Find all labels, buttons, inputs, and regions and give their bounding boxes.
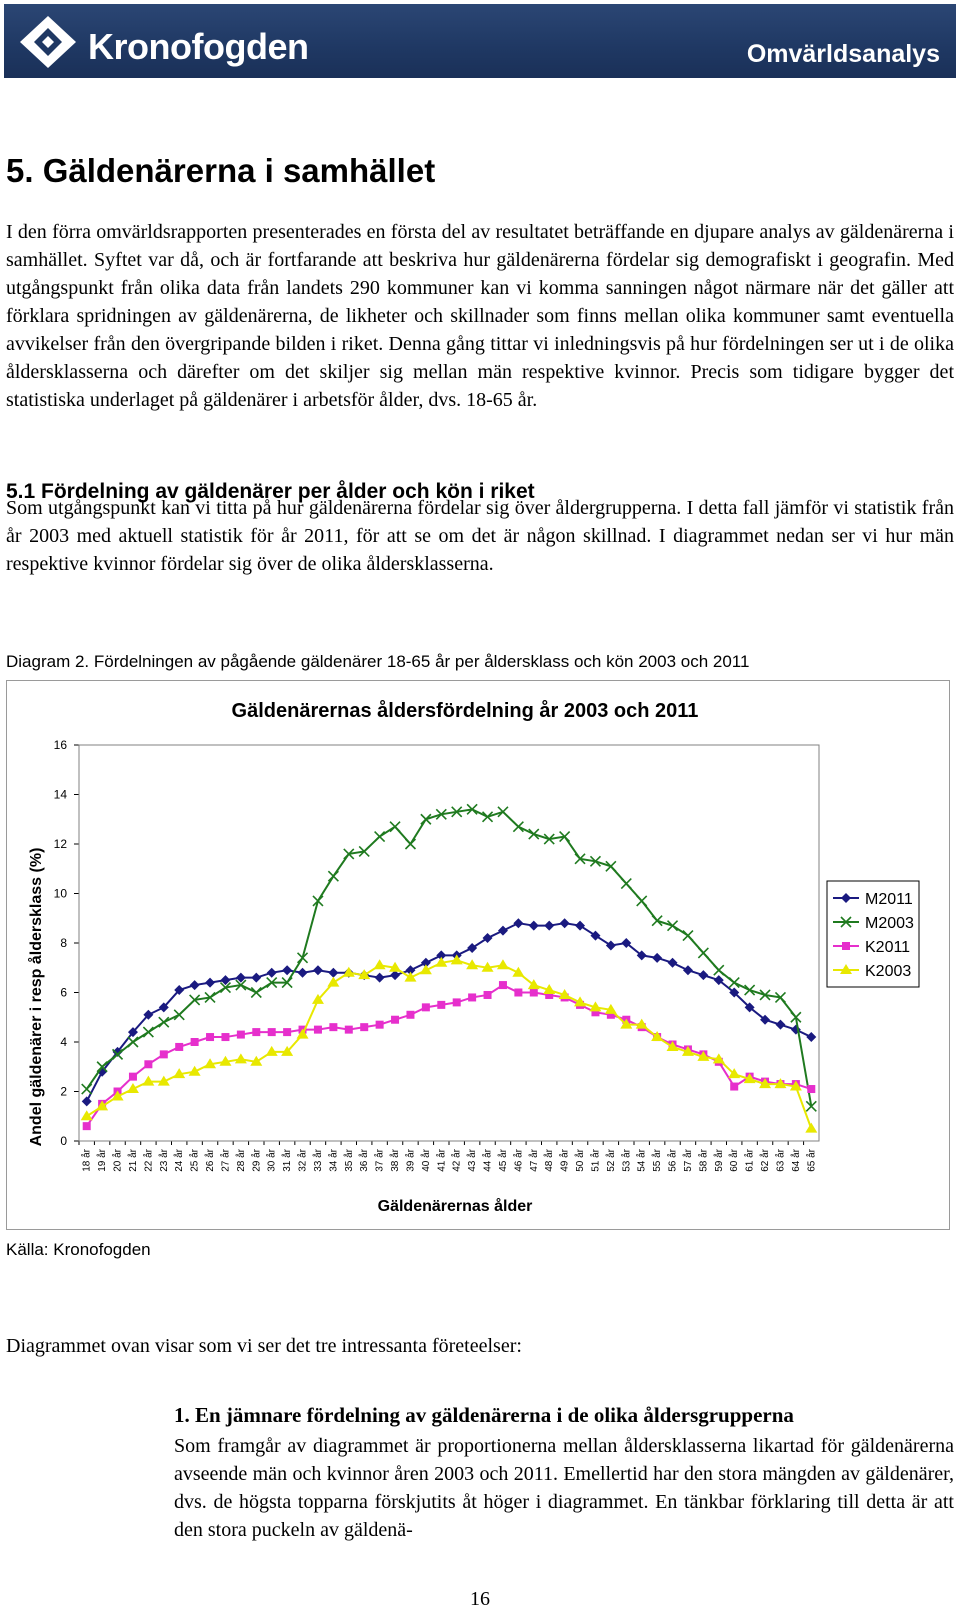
data-point-k2011 xyxy=(499,981,507,989)
x-tick-label: 29 år xyxy=(251,1149,263,1172)
x-tick-label: 46 år xyxy=(513,1149,525,1172)
data-point-k2011 xyxy=(391,1016,399,1024)
y-tick-label: 14 xyxy=(53,787,67,802)
x-tick-label: 23 år xyxy=(158,1149,170,1172)
y-axis-ticks xyxy=(54,738,79,1148)
data-point-k2011 xyxy=(730,1083,738,1091)
x-tick-label: 26 år xyxy=(205,1149,217,1172)
legend-label-k2003: K2003 xyxy=(865,963,912,980)
data-point-k2011 xyxy=(144,1060,152,1068)
chart-title: Gäldenärernas åldersfördelning år 2003 och 2011 xyxy=(231,700,699,722)
x-axis-title: Gäldenärernas ålder xyxy=(377,1198,533,1215)
data-point-k2011 xyxy=(453,998,461,1006)
data-point-k2011 xyxy=(345,1026,353,1034)
data-point-k2011 xyxy=(514,989,522,997)
subsection-paragraph: Som utgångspunkt kan vi titta på hur gäldenärerna fördelar sig över åldergrupperna. I detta fall jämför vi statistik från år 2003 med aktuell statistik för år 2011, för att se om det är någon skillnad. I diagrammet nedan ser vi hur män respektive kvinnor fördelar sig över de olika åldersklasserna. xyxy=(6,497,954,575)
legend-label-m2003: M2003 xyxy=(865,915,914,932)
data-point-k2011 xyxy=(283,1028,291,1036)
x-tick-label: 56 år xyxy=(667,1149,679,1172)
x-tick-label: 25 år xyxy=(189,1149,201,1172)
legend-marker-k2011 xyxy=(842,942,850,950)
age-distribution-chart xyxy=(7,681,949,1229)
x-tick-label: 47 år xyxy=(528,1149,540,1172)
x-tick-label: 40 år xyxy=(420,1149,432,1172)
x-tick-label: 18 år xyxy=(81,1149,93,1172)
x-tick-label: 63 år xyxy=(775,1149,787,1172)
legend-label-m2011: M2011 xyxy=(865,891,913,908)
discussion-intro: Diagrammet ovan visar som vi ser det tre intressanta företeelser: xyxy=(6,1335,522,1357)
x-tick-label: 20 år xyxy=(112,1149,124,1172)
data-point-k2011 xyxy=(406,1011,414,1019)
page-number: 16 xyxy=(470,1588,490,1610)
x-tick-label: 36 år xyxy=(359,1149,371,1172)
data-point-k2011 xyxy=(160,1050,168,1058)
x-tick-label: 57 år xyxy=(682,1149,694,1172)
figure-source: Källa: Kronofogden xyxy=(6,1240,151,1259)
x-tick-label: 38 år xyxy=(390,1149,402,1172)
x-tick-label: 32 år xyxy=(297,1149,309,1172)
data-point-k2011 xyxy=(422,1003,430,1011)
data-point-k2011 xyxy=(468,993,476,1001)
x-tick-label: 52 år xyxy=(605,1149,617,1172)
plot-area xyxy=(79,745,819,1141)
data-point-k2011 xyxy=(191,1038,199,1046)
x-tick-label: 42 år xyxy=(451,1149,463,1172)
data-point-k2011 xyxy=(484,991,492,999)
point-title: 1. En jämnare fördelning av gäldenärerna i de olika åldersgrupperna xyxy=(174,1403,794,1427)
chart-frame xyxy=(6,680,950,1230)
x-tick-label: 51 år xyxy=(590,1149,602,1172)
x-tick-label: 30 år xyxy=(266,1149,278,1172)
intro-paragraph: I den förra omvärldsrapporten presenterades en första del av resultatet beträffande en djupare analys av gäldenärerna i samhället. Syftet var då, och är fortfarande att beskriva hur gäldenärerna fördelar sig demografiskt i geografin. Med utgångspunkt från olika data från landets 290 kommuner kan vi komma sanningen något närmare när det gäller att förklara spridningen av gäldenärerna, de likheter och skillnader som finns mellan olika kommuner samt eventuella avvikelser från den övergripande bilden i riket. Denna gång tittar vi inledningsvis på hur fördelningen ser ut i de olika åldersklasserna och därefter om det skiljer sig mellan män respektive kvinnor. Precis som tidigare bygger det statistiska underlaget på gäldenärer i arbetsför ålder, dvs. 18-65 år. xyxy=(6,221,954,411)
data-point-k2011 xyxy=(129,1073,137,1081)
x-tick-label: 33 år xyxy=(312,1149,324,1172)
x-tick-label: 37 år xyxy=(374,1149,386,1172)
data-point-k2011 xyxy=(252,1028,260,1036)
legend xyxy=(827,881,919,987)
x-tick-label: 60 år xyxy=(729,1149,741,1172)
x-tick-label: 22 år xyxy=(143,1149,155,1172)
x-tick-label: 54 år xyxy=(636,1149,648,1172)
y-tick-label: 10 xyxy=(53,886,67,901)
y-tick-label: 8 xyxy=(60,936,67,950)
x-tick-label: 58 år xyxy=(698,1149,710,1172)
data-point-k2011 xyxy=(83,1122,91,1130)
y-tick-label: 4 xyxy=(60,1035,67,1049)
x-axis-ticks xyxy=(79,1141,817,1172)
figure-caption: Diagram 2. Fördelningen av pågående gäldenärer 18-65 år per åldersklass och kön 2003 och 2011 xyxy=(6,652,750,671)
data-point-k2011 xyxy=(206,1033,214,1041)
x-tick-label: 55 år xyxy=(652,1149,664,1172)
diamond-logo-icon xyxy=(16,14,80,70)
data-point-k2011 xyxy=(314,1026,322,1034)
y-tick-label: 12 xyxy=(53,837,67,851)
data-point-k2011 xyxy=(807,1085,815,1093)
data-point-k2011 xyxy=(360,1023,368,1031)
y-tick-label: 6 xyxy=(60,985,67,1000)
legend-label-k2011: K2011 xyxy=(865,939,911,956)
data-point-k2011 xyxy=(237,1031,245,1039)
x-tick-label: 31 år xyxy=(282,1149,294,1172)
x-tick-label: 59 år xyxy=(713,1149,725,1172)
x-tick-label: 28 år xyxy=(235,1149,247,1172)
subsection-title: 5.1 Fördelning av gäldenärer per ålder och kön i riket xyxy=(6,480,535,503)
x-tick-label: 27 år xyxy=(220,1149,232,1172)
report-title: Omvärldsanalys xyxy=(746,40,940,68)
brand-name: Kronofogden xyxy=(88,26,309,67)
x-tick-label: 43 år xyxy=(467,1149,479,1172)
x-tick-label: 65 år xyxy=(806,1149,818,1172)
x-tick-label: 44 år xyxy=(482,1149,494,1172)
data-point-k2011 xyxy=(376,1021,384,1029)
y-tick-label: 16 xyxy=(53,738,67,752)
x-tick-label: 45 år xyxy=(497,1149,509,1172)
y-tick-label: 2 xyxy=(60,1084,67,1099)
x-tick-label: 34 år xyxy=(328,1149,340,1172)
x-tick-label: 35 år xyxy=(343,1149,355,1172)
header-banner xyxy=(4,4,956,78)
section-title: 5. Gäldenärerna i samhället xyxy=(6,152,436,189)
x-tick-label: 50 år xyxy=(575,1149,587,1172)
data-point-k2011 xyxy=(268,1028,276,1036)
y-axis-title: Andel gäldenärer i resp åldersklass (%) xyxy=(28,847,45,1147)
x-tick-label: 53 år xyxy=(621,1149,633,1172)
x-tick-label: 39 år xyxy=(405,1149,417,1172)
x-tick-label: 62 år xyxy=(760,1149,772,1172)
x-tick-label: 49 år xyxy=(559,1149,571,1172)
data-point-k2011 xyxy=(221,1033,229,1041)
x-tick-label: 41 år xyxy=(436,1149,448,1172)
x-tick-label: 21 år xyxy=(127,1149,139,1172)
x-tick-label: 24 år xyxy=(174,1149,186,1172)
y-tick-label: 0 xyxy=(60,1134,67,1148)
point-paragraph: Som framgår av diagrammet är proportionerna mellan åldersklasserna likartad för gäldenärerna avseende män och kvinnor åren 2003 och 2011. Emellertid har den stora mängden av gäldenärer, dvs. de högsta topparna förskjutits åt höger i diagrammet. En tänkbar förklaring till detta är att den stora puckeln av gäldenä- xyxy=(174,1435,954,1541)
x-tick-label: 48 år xyxy=(544,1149,556,1172)
x-tick-label: 61 år xyxy=(744,1149,756,1172)
data-point-k2011 xyxy=(329,1023,337,1031)
x-tick-label: 19 år xyxy=(97,1149,109,1172)
data-point-k2011 xyxy=(175,1043,183,1051)
plot-border xyxy=(79,745,819,1141)
data-point-k2011 xyxy=(530,989,538,997)
data-point-k2011 xyxy=(437,1001,445,1009)
x-tick-label: 64 år xyxy=(790,1149,802,1172)
